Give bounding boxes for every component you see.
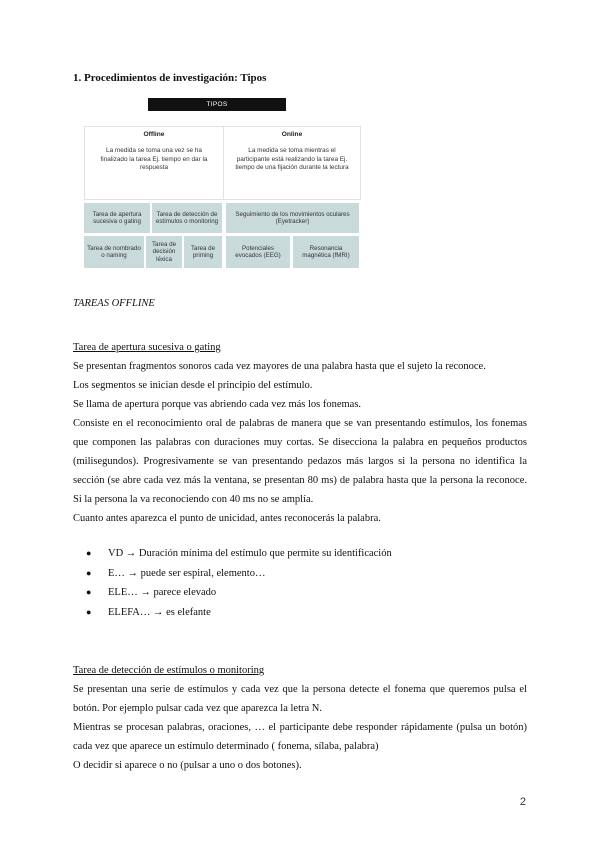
gating-title: Tarea de apertura sucesiva o gating	[73, 342, 221, 353]
online-desc: La medida se toma mientras el participante está realizando la tarea Ej. tiempo de una fijación durante la lectura	[235, 147, 349, 171]
section-heading: 1. Procedimientos de investigación: Tipos	[73, 72, 267, 84]
monitoring-title: Tarea de detección de estímulos o monitoring	[73, 665, 265, 676]
offline-box	[84, 126, 224, 200]
bullet-list	[86, 544, 392, 622]
priming-cell: Tarea de priming	[184, 236, 222, 268]
bullet-dot-icon: ●	[86, 548, 92, 558]
lexical-cell: Tarea de decisión léxica	[146, 236, 182, 268]
tareas-offline-title: TAREAS OFFLINE	[73, 298, 155, 309]
bullet-dot-icon: ●	[86, 567, 92, 578]
monitoring-paragraph-2: Mientras se procesan palabras, oraciones, … el participante debe responder rápidamente (pulsa un botón) cada vez que aparece un estímulo determinado ( fonema, sílaba, palabra)	[73, 722, 527, 752]
eeg-cell: Potenciales evocados (EEG)	[226, 236, 290, 268]
diagram-title: TIPOS	[148, 98, 286, 111]
gating-line-3: Se llama de apertura porque vas abriendo cada vez más los fonemas.	[73, 399, 362, 410]
bullet-item: ● ELEFA… → es elefante	[86, 603, 392, 623]
gating-paragraph: Consiste en el reconocimiento oral de palabras de manera que se van presentando estímulos, los fonemas que componen las palabras con duraciones muy cortas. Se disecciona la palabra en pequeños productos (milisegundos). Progresivamente se van presentando pedazos más largos si la persona no identifica la sección (se abre cada vez más la ventana, se presentan 80 ms) de palabra hasta que la persona la reconoce. Si la persona la va reconociendo con 40 ms no se amplía.	[73, 418, 527, 505]
gating-line-2: Los segmentos se inician desde el principio del estímulo.	[73, 380, 313, 391]
gating-line-1: Se presentan fragmentos sonoros cada vez mayores de una palabra hasta que el sujeto la reconoce.	[73, 361, 486, 372]
monitoring-paragraph-1: Se presentan una serie de estímulos y cada vez que la persona detecte el fonema que queremos pulsa el botón. Por ejemplo pulsar cada vez que aparezca la letra N.	[73, 684, 527, 714]
offline-title: Offline	[143, 131, 165, 138]
monitoring-paragraph-3: O decidir si aparece o no (pulsar a uno o dos botones).	[73, 760, 302, 771]
eyetracker-cell: Seguimiento de los movimientos oculares (Eyetracker)	[226, 203, 359, 233]
bullet-dot-icon: ●	[86, 606, 92, 617]
fmri-cell: Resonancia magnética (fMRI)	[293, 236, 359, 268]
page-number: 2	[519, 796, 526, 808]
bullet-dot-icon: ●	[86, 587, 92, 597]
naming-cell: Tarea de nombrado o naming	[84, 236, 144, 268]
bullet-item: ● VD → Duración mínima del estímulo que permite su identificación	[86, 544, 392, 564]
monitoring-cell: Tarea de detección de estímulos o monitoring	[152, 203, 222, 233]
gating-last-line: Cuanto antes aparezca el punto de unicidad, antes reconocerás la palabra.	[73, 513, 381, 524]
online-box	[223, 126, 361, 200]
tipos-diagram	[84, 98, 360, 270]
bullet-item: ● ELE… → parece elevado	[86, 583, 392, 603]
gating-cell: Tarea de apertura sucesiva o gating	[84, 203, 150, 233]
bullet-item: ● E… → puede ser espiral, elemento…	[86, 564, 392, 584]
online-title: Online	[281, 131, 303, 138]
offline-desc: La medida se toma una vez se ha finalizado la tarea Ej. tiempo en dar la respuesta	[100, 147, 208, 171]
